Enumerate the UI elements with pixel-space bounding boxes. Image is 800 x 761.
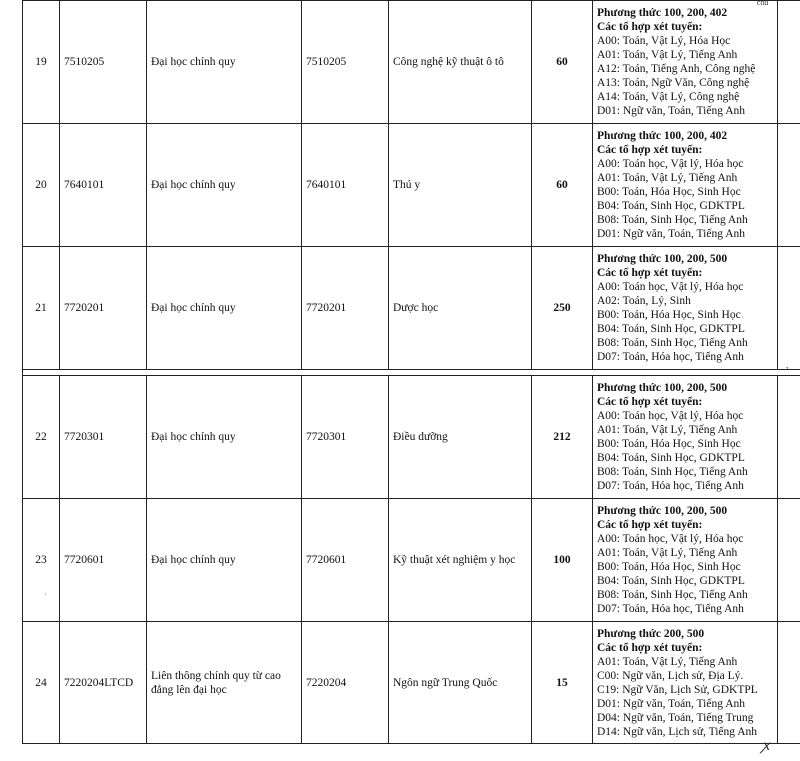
header-stub-text: chu [756, 0, 769, 5]
combination-item: A00: Toán học, Vật lý, Hóa học [597, 533, 744, 545]
combination-item: C00: Ngữ văn, Lịch sử, Địa Lý. [597, 669, 744, 682]
major-code: 7720301 [302, 376, 389, 499]
row-index: 19 [23, 1, 60, 124]
scan-dot: · [44, 590, 47, 599]
combination-item: A00: Toán học, Vật lý, Hóa học [597, 281, 744, 293]
scan-mark: , [786, 360, 789, 371]
combination-item: A01: Toán, Vật Lý, Tiếng Anh [597, 655, 738, 668]
quota: 212 [532, 376, 593, 499]
table-row [23, 499, 800, 622]
combination-cell [593, 622, 778, 744]
major-name: Kỹ thuật xét nghiệm y học [389, 499, 532, 622]
combination-cell [593, 124, 778, 247]
combination-title: Các tổ hợp xét tuyển: [597, 519, 703, 531]
admission-code: 7220204LTCD [60, 622, 147, 744]
major-name: Điều dưỡng [389, 376, 532, 499]
combination-item: A00: Toán, Vật Lý, Hóa Học [597, 35, 731, 47]
admissions-table [22, 0, 800, 744]
combination-item: B00: Toán, Hóa Học, Sinh Học [597, 438, 741, 450]
combination-item: A00: Toán học, Vật lý, Hóa học [597, 158, 744, 170]
combination-cell [593, 499, 778, 622]
admission-code: 7720201 [60, 247, 147, 370]
combination-item: D01: Ngữ văn, Toán, Tiếng Anh [597, 228, 746, 240]
quota: 60 [532, 1, 593, 124]
combination-item: A01: Toán, Vật Lý, Tiếng Anh [597, 547, 738, 559]
admission-code: 7720601 [60, 499, 147, 622]
combination-item: A14: Toán, Vật Lý, Công nghệ [597, 91, 740, 103]
combination-item: D04: Ngữ văn, Toán, Tiếng Trung [597, 711, 754, 724]
combination-title: Các tổ hợp xét tuyển: [597, 21, 703, 33]
training-level: Đại học chính quy [147, 247, 302, 370]
note-cell [778, 1, 800, 124]
major-code: 7640101 [302, 124, 389, 247]
combination-item: D07: Toán, Hóa học, Tiếng Anh [597, 603, 744, 615]
combination-item: D07: Toán, Hóa học, Tiếng Anh [597, 480, 744, 492]
admission-code: 7720301 [60, 376, 147, 499]
admission-method: Phương thức 100, 200, 402 [597, 7, 728, 19]
table-row [23, 622, 800, 744]
note-cell [778, 376, 800, 499]
combination-item: B08: Toán, Sinh Học, Tiếng Anh [597, 589, 748, 601]
combination-item: B04: Toán, Sinh Học, GDKTPL [597, 323, 745, 335]
major-name: Dược học [389, 247, 532, 370]
combination-item: D01: Ngữ văn, Toán, Tiếng Anh [597, 697, 746, 710]
table-row [23, 124, 800, 247]
row-index: 21 [23, 247, 60, 370]
combination-cell [593, 247, 778, 370]
training-level: Liên thông chính quy từ cao đẳng lên đại học [147, 622, 302, 744]
combination-item: B00: Toán, Hóa Học, Sinh Học [597, 561, 741, 573]
combination-title: Các tổ hợp xét tuyển: [597, 396, 703, 408]
major-code: 7510205 [302, 1, 389, 124]
quota: 15 [532, 622, 593, 744]
training-level: Đại học chính quy [147, 376, 302, 499]
note-cell [778, 622, 800, 744]
combination-item: A00: Toán học, Vật lý, Hóa học [597, 410, 744, 422]
quota: 250 [532, 247, 593, 370]
combination-title: Các tổ hợp xét tuyển: [597, 267, 703, 279]
major-name: Thú y [389, 124, 532, 247]
combination-item: D01: Ngữ văn, Toán, Tiếng Anh [597, 105, 746, 117]
quota: 100 [532, 499, 593, 622]
major-code: 7720601 [302, 499, 389, 622]
row-index: 24 [23, 622, 60, 744]
note-cell [778, 499, 800, 622]
combination-item: C19: Ngữ Văn, Lịch Sử, GDKTPL [597, 683, 758, 696]
table-row [23, 1, 800, 124]
combination-item: A02: Toán, Lý, Sinh [597, 295, 691, 307]
combination-item: A01: Toán, Vật Lý, Tiếng Anh [597, 172, 738, 184]
combination-cell [593, 376, 778, 499]
combination-item: D14: Ngữ văn, Lịch sử, Tiếng Anh [597, 725, 758, 738]
combination-cell [593, 1, 778, 124]
combination-item: B00: Toán, Hóa Học, Sinh Học [597, 309, 741, 321]
combination-item: B08: Toán, Sinh Học, Tiếng Anh [597, 214, 748, 226]
quota: 60 [532, 124, 593, 247]
row-index: 22 [23, 376, 60, 499]
note-cell [778, 247, 800, 370]
admission-code: 7510205 [60, 1, 147, 124]
combination-item: A01: Toán, Vật Lý, Tiếng Anh [597, 424, 738, 436]
major-code: 7220204 [302, 622, 389, 744]
admission-method: Phương thức 100, 200, 500 [597, 253, 728, 265]
training-level: Đại học chính quy [147, 1, 302, 124]
combination-item: A12: Toán, Tiếng Anh, Công nghệ [597, 63, 756, 75]
combination-item: A01: Toán, Vật Lý, Tiếng Anh [597, 49, 738, 61]
admission-method: Phương thức 200, 500 [597, 627, 705, 640]
admission-method: Phương thức 100, 200, 500 [597, 382, 728, 394]
combination-item: A13: Toán, Ngữ Văn, Công nghệ [597, 77, 750, 89]
row-index: 20 [23, 124, 60, 247]
admission-method: Phương thức 100, 200, 500 [597, 505, 728, 517]
major-name: Công nghệ kỹ thuật ô tô [389, 1, 532, 124]
note-cell [778, 124, 800, 247]
admission-method: Phương thức 100, 200, 402 [597, 130, 728, 142]
row-index: 23 [23, 499, 60, 622]
combination-item: B08: Toán, Sinh Học, Tiếng Anh [597, 466, 748, 478]
table-row [23, 247, 800, 370]
combination-item: B04: Toán, Sinh Học, GDKTPL [597, 575, 745, 587]
admission-code: 7640101 [60, 124, 147, 247]
training-level: Đại học chính quy [147, 124, 302, 247]
major-code: 7720201 [302, 247, 389, 370]
combination-item: D07: Toán, Hóa học, Tiếng Anh [597, 351, 744, 363]
major-name: Ngôn ngữ Trung Quốc [389, 622, 532, 744]
combination-item: B00: Toán, Hóa Học, Sinh Học [597, 186, 741, 198]
combination-item: B04: Toán, Sinh Học, GDKTPL [597, 452, 745, 464]
training-level: Đại học chính quy [147, 499, 302, 622]
table-row [23, 376, 800, 499]
combination-item: B08: Toán, Sinh Học, Tiếng Anh [597, 337, 748, 349]
combination-title: Các tổ hợp xét tuyển: [597, 641, 703, 654]
combination-item: B04: Toán, Sinh Học, GDKTPL [597, 200, 745, 212]
handwritten-initial-mark: ꭗ [762, 739, 770, 754]
combination-title: Các tổ hợp xét tuyển: [597, 144, 703, 156]
